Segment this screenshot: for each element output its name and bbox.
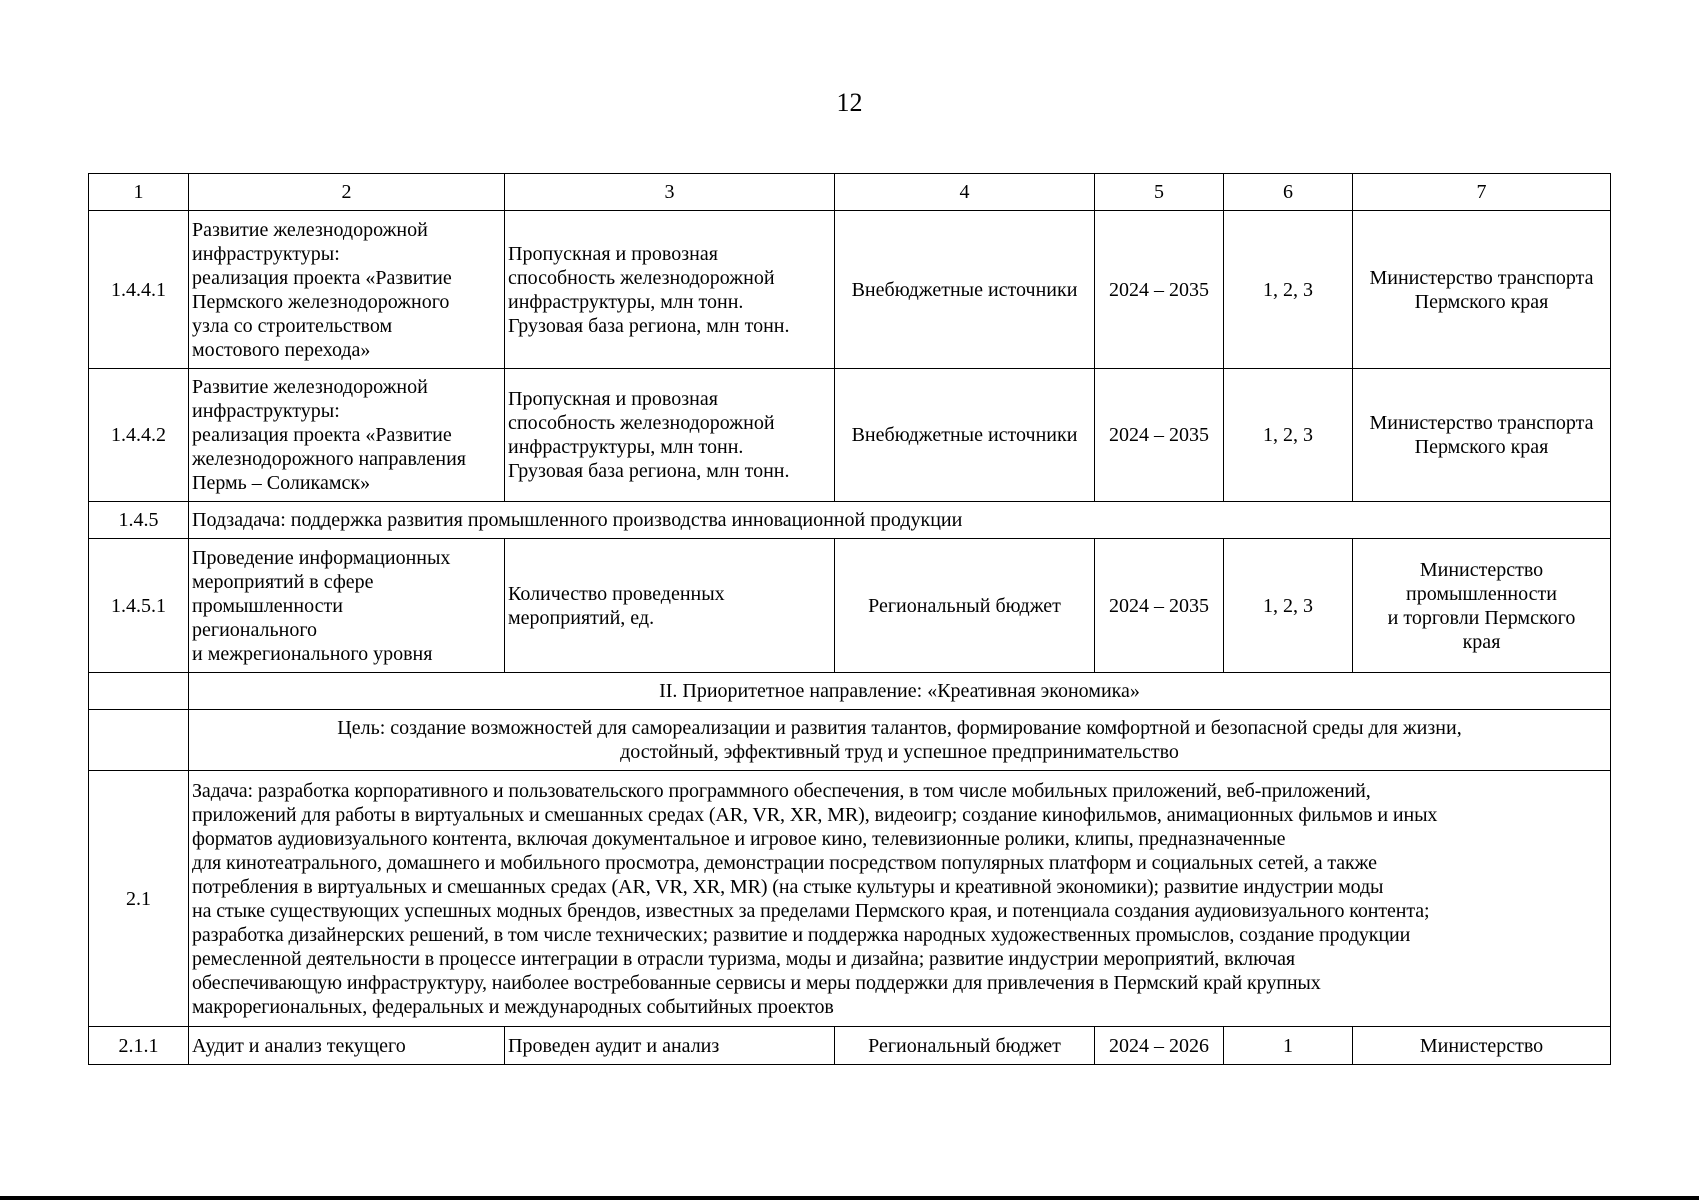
activity-cell: Аудит и анализ текущего (189, 1027, 505, 1065)
text-line: и торговли Пермского (1387, 606, 1576, 629)
text-line: Грузовая база региона, млн тонн. (508, 460, 790, 482)
text-line: инфраструктуры: (192, 242, 340, 265)
text-line: Задача: разработка корпоративного и пользовательского программного обеспечения, в том числе мобильных приложений, веб-приложений, (192, 779, 1371, 802)
text-line: Цель: создание возможностей для самореализации и развития талантов, формирование комфортной и безопасной среды для жизни, (337, 717, 1462, 739)
stages-cell: 1, 2, 3 (1224, 369, 1353, 502)
header-cell: 7 (1353, 174, 1611, 211)
text-line: инфраструктуры, млн тонн. (508, 290, 744, 313)
subtask-row (89, 502, 1611, 539)
header-cell: 2 (189, 174, 505, 211)
stages-cell: 1 (1224, 1027, 1353, 1065)
period-cell: 2024 – 2035 (1095, 211, 1224, 369)
period-cell: 2024 – 2026 (1095, 1027, 1224, 1065)
text-line: реализация проекта «Развитие (192, 266, 452, 289)
table-row (89, 1027, 1611, 1065)
text-line: достойный, эффективный труд и успешное предпринимательство (620, 741, 1179, 763)
stages-cell: 1, 2, 3 (1224, 211, 1353, 369)
text-line: узла со строительством (192, 314, 393, 337)
text-line: промышленности (192, 594, 343, 617)
empty-cell (89, 673, 189, 710)
source-cell: Внебюджетные источники (835, 369, 1095, 502)
row-number: 1.4.4.1 (89, 211, 189, 369)
text-line: Министерство транспорта (1369, 266, 1594, 289)
text-line: Пермского края (1414, 436, 1549, 458)
responsible-cell: Министерство (1353, 1027, 1611, 1065)
header-cell: 6 (1224, 174, 1353, 211)
empty-cell (89, 710, 189, 771)
table-row (89, 369, 1611, 502)
text-line: Развитие железнодорожной (192, 218, 428, 241)
source-cell: Внебюджетные источники (835, 211, 1095, 369)
text-line: на стыке существующих успешных модных брендов, известных за пределами Пермского края, и потенциала создания аудиовизуального контента; (192, 899, 1430, 922)
responsible-cell (1353, 539, 1611, 673)
text-line: Министерство транспорта (1369, 412, 1594, 434)
task-cell (189, 771, 1611, 1027)
header-cell: 1 (89, 174, 189, 211)
text-line: инфраструктуры, млн тонн. (508, 436, 744, 458)
responsible-cell (1353, 369, 1611, 502)
row-number: 1.4.4.2 (89, 369, 189, 502)
text-line: железнодорожного направления (192, 448, 467, 470)
text-line: ремесленной деятельности в процессе интеграции в отрасли туризма, моды и дизайна; развитие индустрии мероприятий, включая (192, 947, 1295, 970)
table-row (89, 539, 1611, 673)
table-row (89, 211, 1611, 369)
text-line: Пермь – Соликамск» (192, 472, 371, 494)
text-line: Пермского железнодорожного (192, 290, 450, 313)
text-line: и межрегионального уровня (192, 642, 433, 665)
header-cell: 3 (505, 174, 835, 211)
text-line: способность железнодорожной (508, 266, 775, 289)
row-number: 1.4.5 (89, 502, 189, 539)
text-line: инфраструктуры: (192, 400, 340, 422)
text-line: Количество проведенных (508, 582, 725, 605)
direction-row (89, 673, 1611, 710)
row-number: 2.1 (89, 771, 189, 1027)
goal-cell (189, 710, 1611, 771)
goal-row (89, 710, 1611, 771)
text-line: потребления в виртуальных и смешанных средах (AR, VR, XR, MR) (на стыке культуры и креативной экономики); развитие индустрии моды (192, 875, 1384, 898)
text-line: мероприятий, ед. (508, 606, 655, 629)
stages-cell: 1, 2, 3 (1224, 539, 1353, 673)
text-line: мостового перехода» (192, 338, 371, 361)
text-line: приложений для работы в виртуальных и смешанных средах (AR, VR, XR, MR), видеоигр; создание кинофильмов, анимационных фильмов и иных (192, 803, 1438, 826)
text-line: Министерство (1419, 558, 1544, 581)
source-cell: Региональный бюджет (835, 1027, 1095, 1065)
text-line: промышленности (1406, 582, 1557, 605)
header-row (89, 174, 1611, 211)
program-table (88, 173, 1611, 1065)
subtask-text: Подзадача: поддержка развития промышленного производства инновационной продукции (189, 502, 1611, 539)
text-line: Пропускная и провозная (508, 242, 718, 265)
text-line: Развитие железнодорожной (192, 376, 428, 398)
text-line: края (1462, 630, 1501, 653)
period-cell: 2024 – 2035 (1095, 369, 1224, 502)
activity-cell (189, 369, 505, 502)
text-line: Грузовая база региона, млн тонн. (508, 314, 790, 337)
responsible-cell (1353, 211, 1611, 369)
activity-cell (189, 539, 505, 673)
task-row (89, 771, 1611, 1027)
text-line: реализация проекта «Развитие (192, 424, 452, 446)
page-bottom-border (0, 1196, 1699, 1200)
direction-title: II. Приоритетное направление: «Креативная экономика» (189, 673, 1611, 710)
text-line: мероприятий в сфере (192, 570, 374, 593)
text-line: Пропускная и провозная (508, 388, 718, 410)
text-line: обеспечивающую инфраструктуру, наиболее востребованные сервисы и меры поддержки для привлечения в Пермский край крупных (192, 971, 1321, 994)
text-line: разработка дизайнерских решений, в том числе технических; развитие и поддержка народных художественных промыслов, создание продукции (192, 923, 1411, 946)
text-line: для кинотеатрального, домашнего и мобильного просмотра, демонстрации посредством популярных платформ и социальных сетей, а также (192, 851, 1377, 874)
page-number: 12 (836, 88, 863, 117)
indicator-cell (505, 539, 835, 673)
header-cell: 5 (1095, 174, 1224, 211)
header-cell: 4 (835, 174, 1095, 211)
indicator-cell (505, 211, 835, 369)
activity-cell (189, 211, 505, 369)
text-line: форматов аудиовизуального контента, включая документальное и игровое кино, телевизионные ролики, клипы, предназначенные (192, 827, 1286, 850)
row-number: 1.4.5.1 (89, 539, 189, 673)
indicator-cell (505, 369, 835, 502)
text-line: макрорегиональных, федеральных и международных событийных проектов (192, 995, 834, 1018)
text-line: способность железнодорожной (508, 412, 775, 434)
text-line: Пермского края (1414, 290, 1549, 313)
period-cell: 2024 – 2035 (1095, 539, 1224, 673)
row-number: 2.1.1 (89, 1027, 189, 1065)
text-line: регионального (192, 618, 318, 641)
text-line: Проведение информационных (192, 546, 451, 569)
indicator-cell: Проведен аудит и анализ (505, 1027, 835, 1065)
source-cell: Региональный бюджет (835, 539, 1095, 673)
